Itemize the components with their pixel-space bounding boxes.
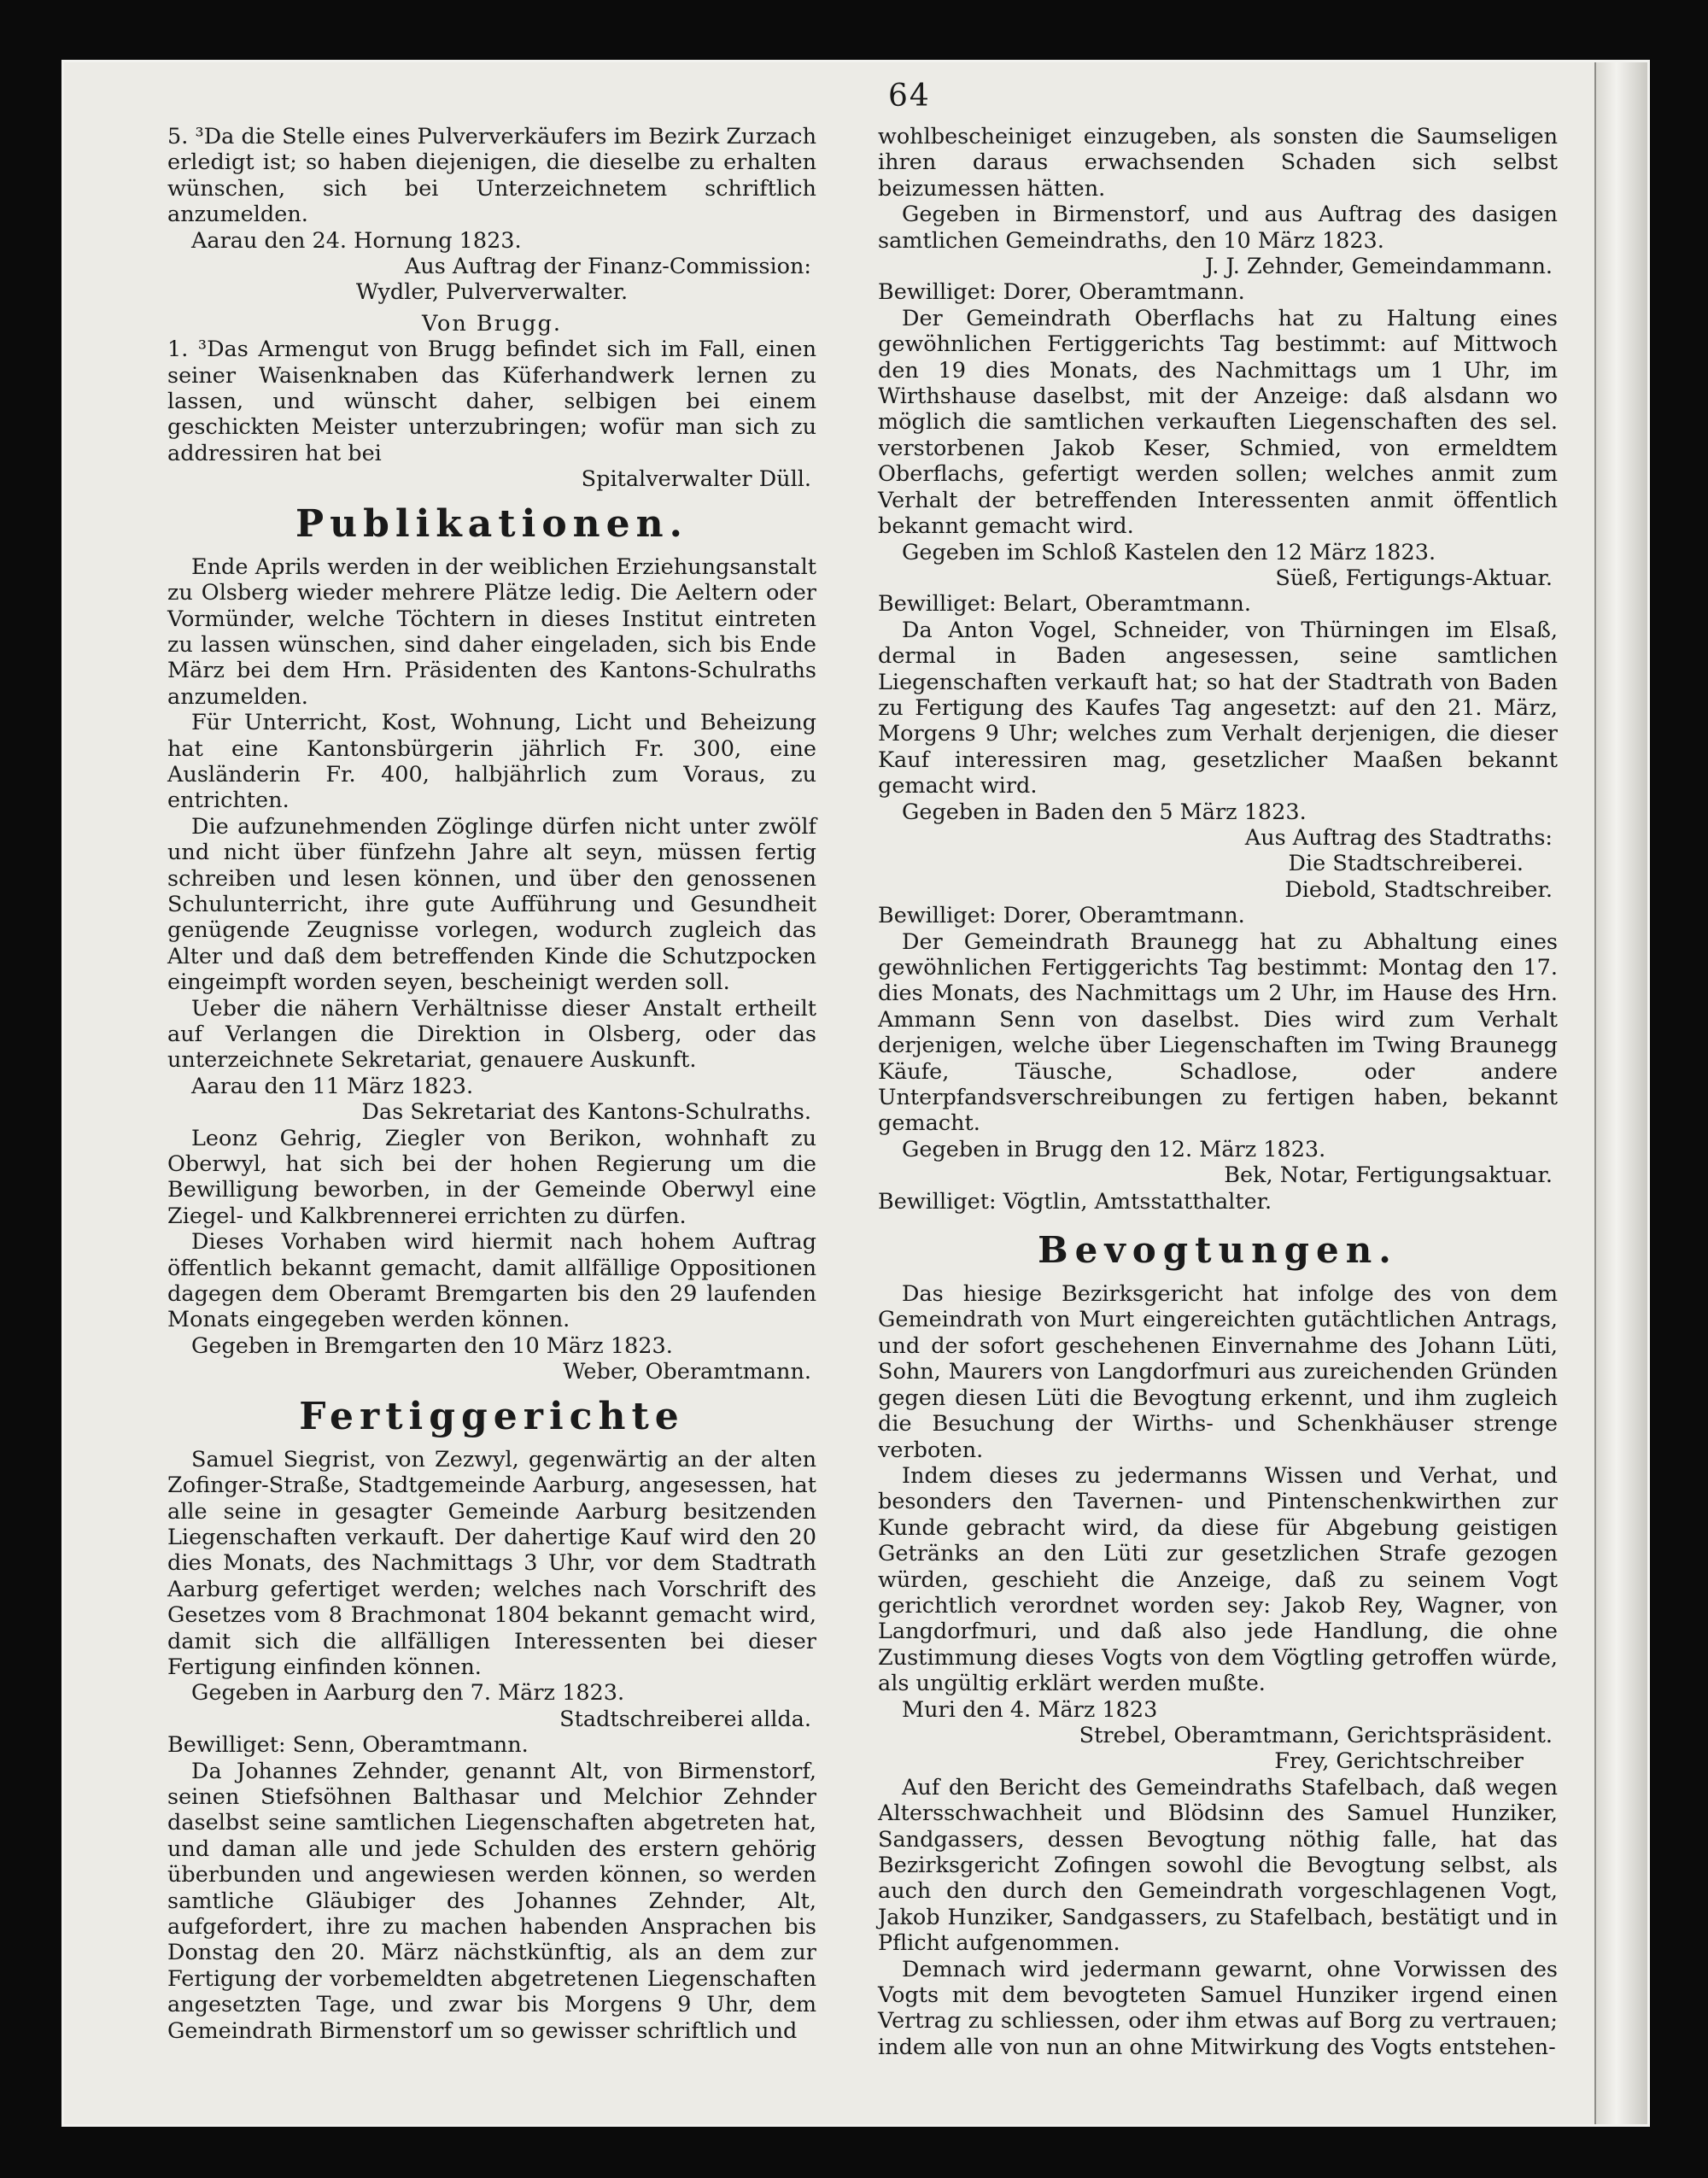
dateline: Gegeben in Bremgarten den 10 März 1823. <box>191 1332 673 1359</box>
approval: Bewilliget: Senn, Oberamtmann. <box>167 1732 529 1759</box>
paragraph: Dieses Vorhaben wird hiermit nach hohem Auftrag öffentlich bekannt gemacht, damit allfällige Oppositionen dagegen dem Oberamt Bremgarten bis den 29 laufenden Monats eingegeben werden können. <box>167 1229 816 1333</box>
paragraph: Das hiesige Bezirksgericht hat infolge des von dem Gemeindrath von Murt eingereichten gutächtlichen Antrags, und der sofort geschehenen Einvernahme des Johann Lüti, Sohn, Maurers von Langdorfmuri aus zureichenden Gründen gegen diesen Lüti die Bevogtung erkennt, und ihm zugleich die Besuchung der Wirths- und Schenkhäuser strenge verboten. <box>878 1281 1558 1463</box>
dateline: Muri den 4. März 1823 <box>902 1696 1158 1723</box>
right-column <box>878 124 1558 2060</box>
paragraph: Der Gemeindrath Braunegg hat zu Abhaltung eines gewöhnlichen Fertiggerichts Tag bestimmt: Montag den 17. dies Monats, des Nachmittags um 2 Uhr, im Hause des Hrn. Ammann Senn von daselbst. Dies wird zum Verhalt derjenigen, welche über Liegenschaften im Twing Braunegg Käufe, Täusche, Schadlose, oder andere Unterpfandsverschreibungen zu fertigen haben, bekannt gemacht. <box>878 928 1558 1137</box>
dateline: Gegeben in Baden den 5 März 1823. <box>902 799 1307 825</box>
signature: Aus Auftrag des Stadtraths: <box>1244 824 1553 851</box>
paragraph: Da Johannes Zehnder, genannt Alt, von Birmenstorf, seinen Stiefsöhnen Balthasar und Melchior Zehnder daselbst seine samtlichen Liegenschaften abgetreten hat, und daman alle und jede Schulden des erstern gehörig überbunden und angewiesen werden können, so werden samtliche Gläubiger des Johannes Zehnder, Alt, aufgefordert, ihre zu machen habenden Ansprachen bis Donstag den 20. März nächstkünftig, als an dem zur Fertigung der vorbemeldten abgetretenen Liegenschaften angesetzten Tage, und zwar bis Morgens 9 Uhr, dem Gemeindrath Birmenstorf um so gewisser schriftlich und <box>167 1758 816 2044</box>
approval: Bewilliget: Dorer, Oberamtmann. <box>878 279 1245 306</box>
heading-bevogtungen: Bevogtungen. <box>1038 1229 1398 1272</box>
paragraph: Da Anton Vogel, Schneider, von Thürningen im Elsaß, dermal in Baden angesessen, seine samtlichen Liegenschaften verkauft hat; so hat der Stadtrath von Baden zu Fertigung des Kaufes Tag angesetzt: auf den 21. März, Morgens 9 Uhr; welches zum Verhalt derjenigen, die dieser Kauf interessiren mag, gesetzlicher Maaßen bekannt gemacht wird. <box>878 617 1558 799</box>
section-title-brugg: Von Brugg. <box>421 310 563 337</box>
signature: Weber, Oberamtmann. <box>563 1359 811 1385</box>
signature: Frey, Gerichtschreiber <box>1274 1748 1524 1775</box>
notice-pulververkaeufer: 5. ³Da die Stelle eines Pulververkäufers im Bezirk Zurzach erledigt ist; so haben diejenigen, die dieselbe zu erhalten wünschen, sich bei Unterzeichnetem schriftlich anzumelden. <box>167 124 816 228</box>
paragraph: Die aufzunehmenden Zöglinge dürfen nicht unter zwölf und nicht über fünfzehn Jahre alt seyn, müssen fertig schreiben und lesen können, und über den genossenen Schulunterricht, ihre gute Aufführung und Gesundheit genügende Zeugnisse vorlegen, wodurch zugleich das Alter und daß dem betreffenden Kinde die Schutzpocken eingeimpft worden seyen, bescheinigt werden soll. <box>167 813 816 996</box>
paragraph: Der Gemeindrath Oberflachs hat zu Haltung eines gewöhnlichen Fertiggerichts Tag bestimmt: auf Mittwoch den 19 dies Monats, des Nachmittags um 1 Uhr, im Wirthshause daselbst, mit der Anzeige: daß alsdann wo möglich die samtlichen verkauften Liegenschaften des sel. verstorbenen Jakob Keser, Schmied, von ermeldtem Oberflachs, gefertigt werden sollen; welches anmit zum Verhalt der betreffenden Interessenten anmit öffentlich bekannt gemacht wird. <box>878 305 1558 540</box>
paragraph: Ueber die nähern Verhältnisse dieser Anstalt ertheilt auf Verlangen die Direktion in Olsberg, oder das unterzeichnete Sekretariat, genauere Auskunft. <box>167 995 816 1074</box>
signature: Die Stadtschreiberei. <box>1288 851 1524 877</box>
heading-publikationen: Publikationen. <box>295 501 688 546</box>
paragraph: Indem dieses zu jedermanns Wissen und Verhat, und besonders den Tavernen- und Pintenschenkwirthen zur Kunde gebracht wird, da diese für Abgebung geistigen Getränks an den Lüti zur gesetzlichen Strafe gezogen würden, geschieht die Anzeige, daß zu seinem Vogt gerichtlich verordnet worden sey: Jakob Rey, Wagner, von Langdorfmuri, und daß also jede Handlung, die ohne Zustimmung dieses Vogts von dem Vögtling getroffen würde, als ungültig erklärt werden mußte. <box>878 1462 1558 1697</box>
left-column <box>167 124 816 2044</box>
page-number: 64 <box>888 79 931 114</box>
dateline: Aarau den 11 März 1823. <box>191 1073 474 1099</box>
paragraph: Leonz Gehrig, Ziegler von Berikon, wohnhaft zu Oberwyl, hat sich bei der hohen Regierung um die Bewilligung beworben, in der Gemeinde Oberwyl eine Ziegel- und Kalkbrennerei errichten zu dürfen. <box>167 1125 816 1229</box>
approval: Bewilliget: Vögtlin, Amtsstatthalter. <box>878 1188 1272 1215</box>
notice-authority: Aus Auftrag der Finanz-Commission: <box>404 254 811 280</box>
notice-signature: Wydler, Pulververwalter. <box>355 279 629 306</box>
paragraph: Samuel Siegrist, von Zezwyl, gegenwärtig an der alten Zofinger-Straße, Stadtgemeinde Aarburg, angesessen, hat alle seine in gesagter Gemeinde Aarburg besitzenden Liegenschaften verkauft. Der dahertige Kauf wird den 20 dies Monats, des Nachmittags 3 Uhr, vor dem Stadtrath Aarburg gefertiget werden; welches nach Vorschrift des Gesetzes vom 8 Brachmonat 1804 bekannt gemacht wird, damit sich die allfälligen Interessenten bei dieser Fertigung einfinden können. <box>167 1446 816 1680</box>
heading-fertiggerichte: Fertiggerichte <box>299 1394 685 1438</box>
approval: Bewilliget: Dorer, Oberamtmann. <box>878 903 1245 929</box>
signature: Süeß, Fertigungs-Aktuar. <box>1275 565 1553 591</box>
dateline: Gegeben im Schloß Kastelen den 12 März 1823. <box>902 539 1436 565</box>
signature: Das Sekretariat des Kantons-Schulraths. <box>361 1099 811 1126</box>
dateline: Gegeben in Aarburg den 7. März 1823. <box>191 1680 625 1707</box>
signature: J. J. Zehnder, Gemeindammann. <box>1205 254 1553 280</box>
signature: Diebold, Stadtschreiber. <box>1284 876 1553 903</box>
approval: Bewilliget: Belart, Oberamtmann. <box>878 591 1251 618</box>
paragraph: Demnach wird jedermann gewarnt, ohne Vorwissen des Vogts mit dem bevogteten Samuel Hunziker irgend einen Vertrag zu schliessen, oder ihm etwas auf Borg zu vertrauen; indem alle von nun an ohne Mitwirkung des Vogts entstehen- <box>878 1956 1558 2060</box>
notice-date: Aarau den 24. Hornung 1823. <box>191 227 522 254</box>
page-fold-edge <box>1594 62 1647 2124</box>
signature: Bek, Notar, Fertigungsaktuar. <box>1224 1162 1553 1189</box>
notice-signature: Spitalverwalter Düll. <box>581 466 811 493</box>
paragraph: Für Unterricht, Kost, Wohnung, Licht und Beheizung hat eine Kantonsbürgerin jährlich Fr. 300, eine Ausländerin Fr. 400, halbjährlich zum Voraus, zu entrichten. <box>167 710 816 814</box>
dateline: Gegeben in Birmenstorf, und aus Auftrag des dasigen samtlichen Gemeindraths, den 10 März 1823. <box>878 202 1558 254</box>
paragraph: Auf den Bericht des Gemeindraths Stafelbach, daß wegen Altersschwachheit und Blödsinn des Samuel Hunziker, Sandgassers, dessen Bevogtung nöthig falle, hat das Bezirksgericht Zofingen sowohl die Bevogtung selbst, als auch den durch den Gemeindrath vorgeschlagenen Vogt, Jakob Hunziker, Sandgassers, zu Stafelbach, bestätigt und in Pflicht aufgenommen. <box>878 1774 1558 1957</box>
dateline: Gegeben in Brugg den 12. März 1823. <box>902 1136 1326 1162</box>
signature: Strebel, Oberamtmann, Gerichtspräsident. <box>1079 1722 1553 1748</box>
notice-armengut: 1. ³Das Armengut von Brugg befindet sich im Fall, einen seiner Waisenknaben das Küferhandwerk lernen zu lassen, und wünscht daher, selbigen bei einem geschickten Meister unterzubringen; wofür man sich zu addressiren hat bei <box>167 337 816 466</box>
paragraph: Ende Aprils werden in der weiblichen Erziehungsanstalt zu Olsberg wieder mehrere Plätze ledig. Die Aeltern oder Vormünder, welche Töchtern in dieses Institut eintreten zu lassen wünschen, sind daher eingeladen, sich bis Ende März bei dem Hrn. Präsidenten des Kantons-Schulraths anzumelden. <box>167 553 816 710</box>
signature: Stadtschreiberei allda. <box>559 1706 811 1732</box>
paragraph: wohlbescheiniget einzugeben, als sonsten die Saumseligen ihren daraus erwachsenden Schaden sich selbst beizumessen hätten. <box>878 124 1558 202</box>
